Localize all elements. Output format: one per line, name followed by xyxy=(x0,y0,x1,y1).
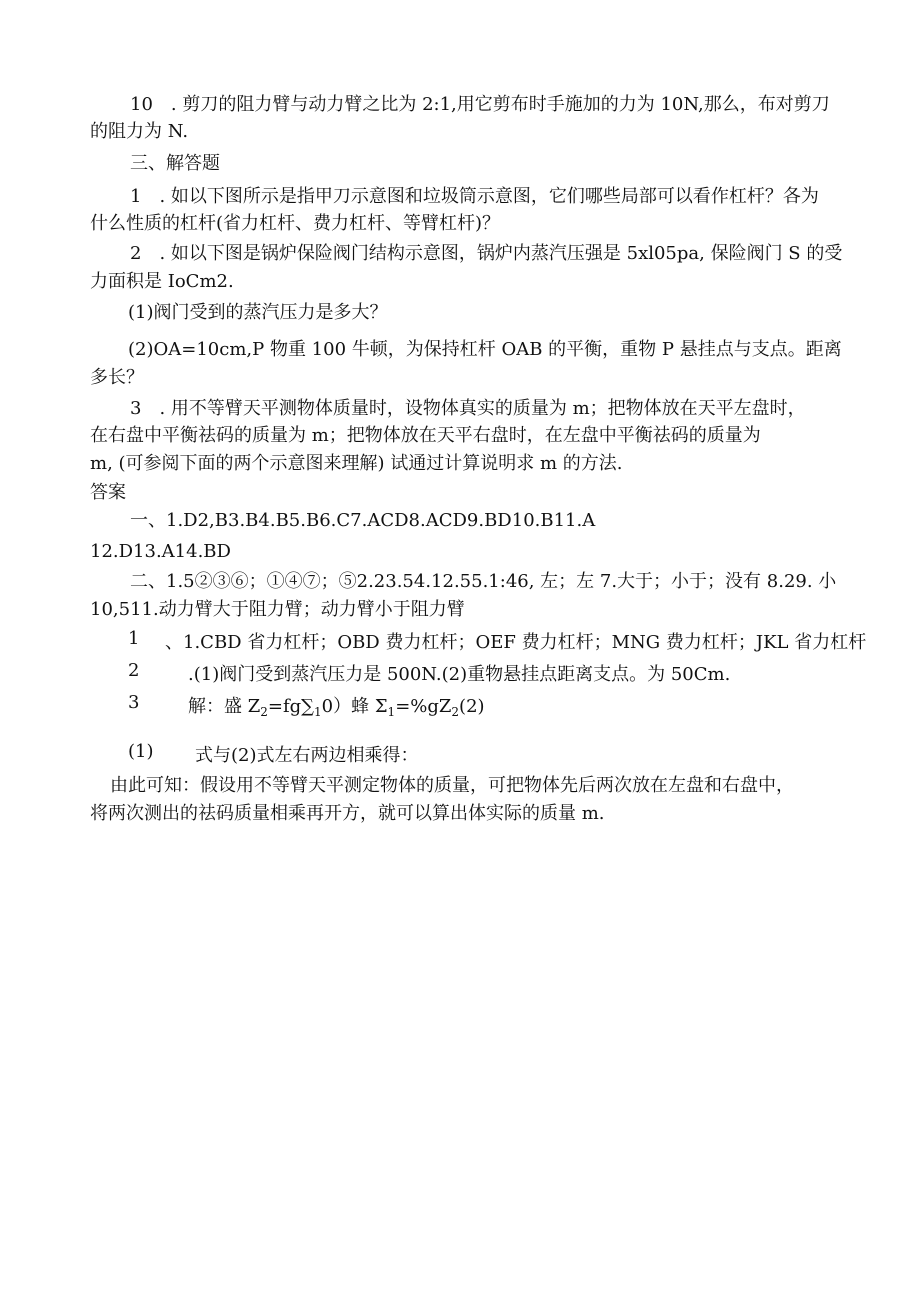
formula-mid2: 0）蜂 Σ xyxy=(321,696,388,717)
problem-2-part2-line1: (2)OA=10cm,P 物重 100 牛顿，为保持杠杆 OAB 的平衡，重物 P 悬挂点与支点。距离 xyxy=(128,339,842,360)
answer-part3-item3-number: 3 xyxy=(128,692,140,713)
problem-1-line2: 什么性质的杠杆(省力杠杆、费力杠杆、等臂杠杆)？ xyxy=(90,213,501,234)
formula-sub4: 2 xyxy=(451,705,460,719)
formula-end: (2) xyxy=(459,696,485,717)
answer-heading: 答案 xyxy=(90,482,126,503)
answer-part3-number: 1 xyxy=(128,628,140,649)
problem-1-line1: 1 . 如以下图所示是指甲刀示意图和垃圾筒示意图，它们哪些局部可以看作杠杆？各为 xyxy=(130,186,819,207)
question-10-line1: 10 . 剪刀的阻力臂与动力臂之比为 2:1,用它剪布时手施加的力为 10N,那么，布对剪刀 xyxy=(130,94,830,115)
conclusion-line2: 将两次测出的祛码质量相乘再开方，就可以算出体实际的质量 m. xyxy=(90,803,605,824)
answer-part1-line1: 一、1.D2,B3.B4.B5.B6.C7.ACD8.ACD9.BD10.B11.A xyxy=(130,510,596,531)
problem-3-line1: 3 . 用不等臂天平测物体质量时，设物体真实的质量为 m；把物体放在天平左盘时， xyxy=(130,398,806,419)
question-10-line2: 的阻力为 N. xyxy=(90,121,189,142)
answer-part2-line2: 10,511.动力臂大于阻力臂；动力臂小于阻力臂 xyxy=(90,599,465,620)
answer-part2-line1: 二、1.5②③⑥；①④⑦；⑤2.23.54.12.55.1:46, 左；左 7.大于；小于；没有 8.29. 小 xyxy=(130,571,837,592)
answer-part3-item2: .(1)阀门受到蒸汽压力是 500N.(2)重物悬挂点距离支点。为 50Cm. xyxy=(188,664,731,685)
formula-sub1: 2 xyxy=(260,705,268,719)
answer-part3-item3-formula xyxy=(188,692,485,719)
answer-part3-item2-number: 2 xyxy=(128,660,140,681)
multiply-step-number: (1) xyxy=(128,741,154,762)
answer-part3-item1: 、1.CBD 省力杠杆；OBD 费力杠杆；OEF 费力杠杆；MNG 费力杠杆；JKL 省力杠杆 xyxy=(165,632,867,653)
problem-2-part1: (1)阀门受到的蒸汽压力是多大？ xyxy=(128,302,388,323)
multiply-step-text: 式与(2)式左右两边相乘得： xyxy=(195,745,419,766)
formula-pre: 解：盛 Z xyxy=(188,696,261,717)
formula-mid3: =%gZ xyxy=(395,696,452,717)
problem-3-line2: 在右盘中平衡祛码的质量为 m；把物体放在天平右盘时，在左盘中平衡祛码的质量为 xyxy=(90,425,761,446)
formula-mid: =fg∑ xyxy=(267,696,314,717)
answer-part1-line2: 12.D13.A14.BD xyxy=(90,541,231,562)
problem-3-line3: m, (可参阅下面的两个示意图来理解) 试通过计算说明求 m 的方法. xyxy=(90,453,623,474)
problem-2-line1: 2 . 如以下图是锅炉保险阀门结构示意图，锅炉内蒸汽压强是 5xl05pa, 保险阀门 S 的受 xyxy=(130,243,843,264)
formula-sub2: 1 xyxy=(314,705,322,719)
problem-2-line2: 力面积是 IoCm2. xyxy=(90,271,234,292)
conclusion-line1: 由此可知：假设用不等臂天平测定物体的质量，可把物体先后两次放在左盘和右盘中， xyxy=(110,775,794,796)
formula-sub3: 1 xyxy=(387,705,396,719)
section-heading-answers: 三、解答题 xyxy=(130,153,220,174)
problem-2-part2-line2: 多长？ xyxy=(90,367,144,388)
